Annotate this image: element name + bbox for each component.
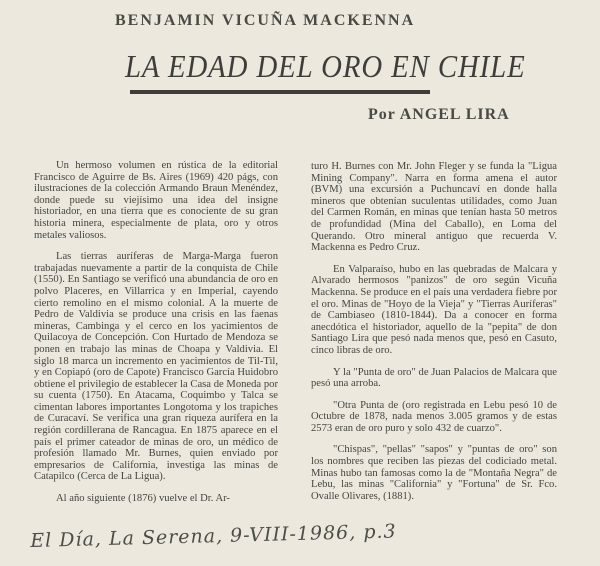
paragraph: "Otra Punta de (oro registrada en Lebu pesó 10 de Octubre de 1878, nada menos 3.005 gramos y de estas 2573 eran de oro puro y solo 432 de cuarzo". — [311, 399, 557, 434]
paragraph: En Valparaíso, hubo en las quebradas de Malcara y Alvarado hermosos "panizos" de oro según Vicuña Mackenna. Se produce en el país una verdadera fiebre por el oro. Minas de "Hoyo de la Vieja" y "Tierras Auríferas" de Cambiaseo (1810-1844). Da a conocer en forma anecdótica el historiador, aquello de la "pepita" de don Santiago Lira que pesó nada menos que, pesó en Casuto, cinco libras de oro. — [311, 263, 557, 356]
paragraph: Las tierras auríferas de Marga-Marga fueron trabajadas nuevamente a partir de la conquista de Chile (1550). En Santiago se verificó una abundancia de oro en polvo Placeres, en Villarrica y en Imperial, cayendo cierto remolino en el mismo colonial. A la muerte de Pedro de Valdivia se produce una crisis en las faenas mineras, Cambinga y el cerco en los yacimientos de Quilacoya de Concepción. Con Hurtado de Mendoza se ponen en trabajo las minas de Choapa y Valdivia. El siglo 18 marca un incremento en yacimientos de Til-Til, y en Copiapó (oro de Capote) Francisco García Huidobro obtiene el privilegio de establecer la Casa de Moneda por su cuenta (1750). En Atacama, Coquimbo y Talca se cimentan labores importantes Longotoma y los trapiches de Curacaví. Se verifica una gran riqueza aurífera en la región cordillerana de Rancagua. En 1875 aparece en el país el primer cateador de minas de oro, un médico de profesión llamado Mr. Burnes, quien enviado por empresarios de California, investiga las minas de Catapilco (Cerca de La Ligua). — [34, 251, 278, 483]
author-heading: BENJAMIN VICUÑA MACKENNA — [115, 12, 416, 29]
right-column — [311, 161, 557, 512]
handwritten-source-note: El Día, La Serena, 9-VIII-1986, p.3 — [30, 520, 397, 552]
paragraph: turo H. Burnes con Mr. John Fleger y se funda la "Ligua Mining Company". Narra en forma amena el autor (BVM) una excursión a Puchuncaví en donde halla mineros que obtenían suculentas utilidades, como Juan del Carmen Román, en minas que tenían hasta 50 metros de profundidad (Mina del Caballo), en Loma del Querando. Otro mineral antiguo que recuerda V. Mackenna es Pedro Cruz. — [311, 161, 557, 254]
paragraph: Al año siguiente (1876) vuelve el Dr. Ar- — [56, 493, 230, 505]
article-title: LA EDAD DEL ORO EN CHILE — [125, 48, 526, 84]
paragraph: Y la "Punta de oro" de Juan Palacios de Malcara que pesó una arroba. — [311, 366, 557, 390]
left-column — [34, 160, 278, 515]
title-underline — [130, 90, 430, 94]
paragraph: Un hermoso volumen en rústica de la editorial Francisco de Aguirre de Bs. Aires (1969) 420 págs, con ilustraciones de la colección Armando Braun Menéndez, donde puede su viejísimo una idea del insigne historiador, en una tierra que es conociente de su gran historia minera, especialmente de plata, oro y otros metales valiosos. — [34, 160, 278, 241]
paragraph: "Chispas", "pellas" "sapos" y "puntas de oro" son los nombres que reciben las piezas del codiciado metal. Minas hubo tan famosas como la de "Montaña Negra" de Lebu, las minas "California" y "Fortuna" de Sr. Fco. Ovalle Olivares, (1881). — [311, 444, 557, 502]
byline: Por ANGEL LIRA — [368, 106, 510, 123]
